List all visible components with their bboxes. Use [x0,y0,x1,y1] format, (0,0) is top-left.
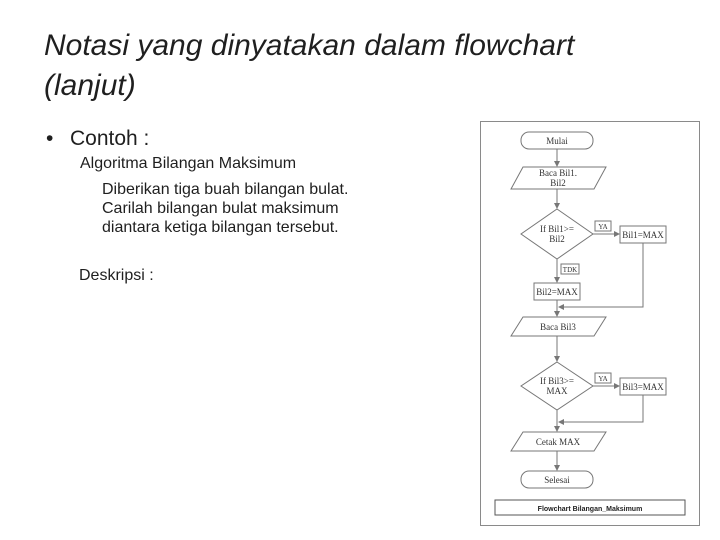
title-line-1: Notasi yang dinyatakan dalam flowchart [44,29,575,62]
read1-label-line1: Baca Bil1. [539,168,577,178]
description-label: Deskripsi : [79,267,154,284]
flowchart-caption: Flowchart Bilangan_Maksimum [537,506,643,513]
read2-label: Baca Bil3 [540,322,576,332]
end-label: Selesai [544,475,570,485]
assign2-label: Bil2=MAX [536,287,578,297]
decision2-label-line1: If Bil3>= [540,376,574,386]
no1-label: TDK [562,266,578,274]
bullet-icon: • [46,127,54,150]
title-line-2: (lanjut) [44,69,136,102]
bullet-label: Contoh : [70,127,150,150]
yes2-label: YA [598,375,608,383]
algorithm-line-1: Diberikan tiga buah bilangan bulat. [102,181,349,198]
algorithm-line-2: Carilah bilangan bulat maksimum [102,200,339,217]
slide-title [44,26,664,106]
read1-label-line2: Bil2 [550,178,566,188]
assign3-label: Bil3=MAX [622,382,664,392]
bullet-contoh [46,127,149,151]
flowchart-diagram [481,122,701,527]
algorithm-title: Algoritma Bilangan Maksimum [80,155,297,172]
decision1-label-line1: If Bil1>= [540,224,574,234]
assign1-label: Bil1=MAX [622,230,664,240]
algorithm-line-3: diantara ketiga bilangan tersebut. [102,219,339,236]
algorithm-description [102,180,348,237]
yes1-label: YA [598,223,608,231]
output-label: Cetak MAX [535,437,581,447]
flowchart-figure [480,121,700,526]
decision1-label-line2: Bil2 [549,234,565,244]
decision2-label-line2: MAX [546,386,568,396]
start-label: Mulai [546,136,568,146]
